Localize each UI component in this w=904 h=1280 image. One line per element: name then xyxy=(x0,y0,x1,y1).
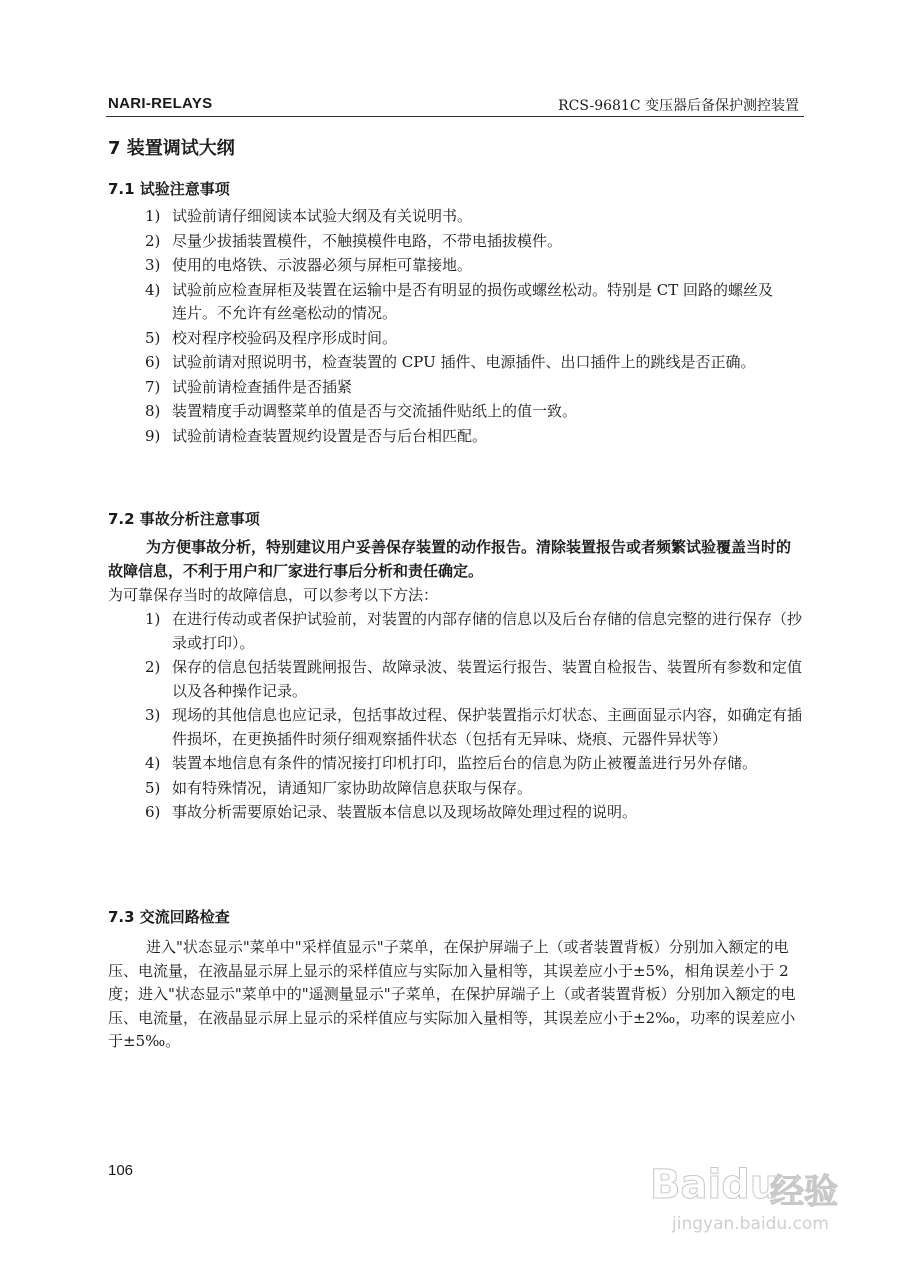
list-item-number: 5) xyxy=(145,778,161,797)
list-item-text: 试验前请检查插件是否插紧 xyxy=(172,377,353,396)
list-item-number: 1) xyxy=(145,207,161,225)
jingyan-logo-text: 经验 xyxy=(770,1172,838,1212)
baidu-logo: Baidu xyxy=(650,1162,779,1208)
list-item-text: 校对程序校验码及程序形成时间。 xyxy=(172,328,398,347)
list-item xyxy=(145,425,785,449)
section-title-7-3: 7.3 交流回路检查 xyxy=(108,908,230,926)
list-item-text: 在进行传动或者保护试验前，对装置的内部存储的信息以及后台存储的信息完整的进行保存（抄录或打印）。 xyxy=(172,610,803,652)
list-item xyxy=(145,400,785,424)
fault-analysis-list xyxy=(145,608,805,826)
list-item-text: 装置本地信息有条件的情况接打印机打印，监控后台的信息为防止被覆盖进行另外存储。 xyxy=(172,754,758,772)
header-divider xyxy=(106,116,804,117)
list-item-text: 试验前请对照说明书，检查装置的 CPU 插件、电源插件、出口插件上的跳线是否正确。 xyxy=(172,353,756,371)
chapter-title: 7 装置调试大纲 xyxy=(108,138,235,159)
list-item-number: 6) xyxy=(145,803,161,821)
list-item-text: 尽量少拔插装置模件，不触摸模件电路，不带电插拔模件。 xyxy=(172,231,563,250)
list-item-text: 使用的电烙铁、示波器必须与屏柜可靠接地。 xyxy=(172,256,473,274)
list-item-text: 如有特殊情况，请通知厂家协助故障信息获取与保存。 xyxy=(172,778,533,797)
list-item-number: 9) xyxy=(145,426,161,445)
page-number: 106 xyxy=(108,1162,134,1179)
list-item-number: 5) xyxy=(145,328,161,347)
list-item xyxy=(145,205,785,229)
list-item xyxy=(145,752,805,776)
list-item-number: 2) xyxy=(145,231,161,250)
list-item-text: 装置精度手动调整菜单的值是否与交流插件贴纸上的值一致。 xyxy=(172,402,578,420)
test-precautions-list xyxy=(145,205,785,449)
header-doc-title: RCS-9681C 变压器后备保护测控装置 xyxy=(558,98,799,114)
list-item xyxy=(145,279,785,326)
list-item-text: 保存的信息包括装置跳闸报告、故障录波、装置运行报告、装置自检报告、装置所有参数和定值以及各种操作记录。 xyxy=(172,658,803,700)
list-item-text: 事故分析需要原始记录、装置版本信息以及现场故障处理过程的说明。 xyxy=(172,803,638,821)
list-item-text: 试验前请检查装置规约设置是否与后台相匹配。 xyxy=(172,426,488,445)
list-item xyxy=(145,254,785,278)
baidu-jingyan-watermark xyxy=(640,1150,890,1250)
list-item xyxy=(145,327,785,351)
list-item-number: 3) xyxy=(145,706,161,724)
list-item xyxy=(145,656,805,703)
list-item-number: 2) xyxy=(145,658,161,676)
list-item-number: 7) xyxy=(145,377,161,396)
list-item-number: 1) xyxy=(145,610,161,628)
list-item xyxy=(145,351,785,375)
list-item-number: 6) xyxy=(145,353,161,371)
list-item xyxy=(145,376,785,400)
list-item xyxy=(145,801,805,825)
header-brand: NARI-RELAYS xyxy=(108,95,213,112)
list-item-text: 试验前请仔细阅读本试验大纲及有关说明书。 xyxy=(172,207,473,225)
list-item xyxy=(145,608,805,655)
list-item xyxy=(145,704,805,751)
section-title-7-1: 7.1 试验注意事项 xyxy=(108,180,230,198)
list-item-number: 8) xyxy=(145,402,161,420)
list-item-number: 4) xyxy=(145,754,161,772)
list-item-text: 试验前应检查屏柜及装置在运输中是否有明显的损伤或螺丝松动。特别是 CT 回路的螺丝及连片。不允许有丝毫松动的情况。 xyxy=(172,280,774,322)
methods-intro: 为可靠保存当时的故障信息，可以参考以下方法： xyxy=(108,586,439,604)
list-item xyxy=(145,230,785,254)
list-item-text: 现场的其他信息也应记录，包括事故过程、保护装置指示灯状态、主画面显示内容，如确定有插件损坏，在更换插件时须仔细观察插件状态（包括有无异味、烧痕、元器件异状等） xyxy=(172,706,803,748)
watermark-url: jingyan.baidu.com xyxy=(672,1214,829,1234)
section-title-7-2: 7.2 事故分析注意事项 xyxy=(108,510,260,528)
ac-circuit-check-paragraph: 进入"状态显示"菜单中"采样值显示"子菜单，在保护屏端子上（或者装置背板）分别加入额定的电压、电流量，在液晶显示屏上显示的采样值应与实际加入量相等，其误差应小于±5%，相角误差小于 2 度；进入"状态显示"菜单中的"遥测量显示"子菜单，在保护屏端子上（或者装置背板）分别加入额定的电压、电流量，在液晶显示屏上显示的采样值应与实际加入量相等，其误差应小于±2‰，功率的误差应小于±5‰。 xyxy=(108,938,796,1050)
list-item-number: 3) xyxy=(145,256,161,274)
list-item-number: 4) xyxy=(145,280,161,299)
list-item xyxy=(145,777,805,801)
recommendation-paragraph: 为方便事故分析，特别建议用户妥善保存装置的动作报告。清除装置报告或者频繁试验覆盖当时的故障信息，不利于用户和厂家进行事后分析和责任确定。 xyxy=(108,538,792,580)
